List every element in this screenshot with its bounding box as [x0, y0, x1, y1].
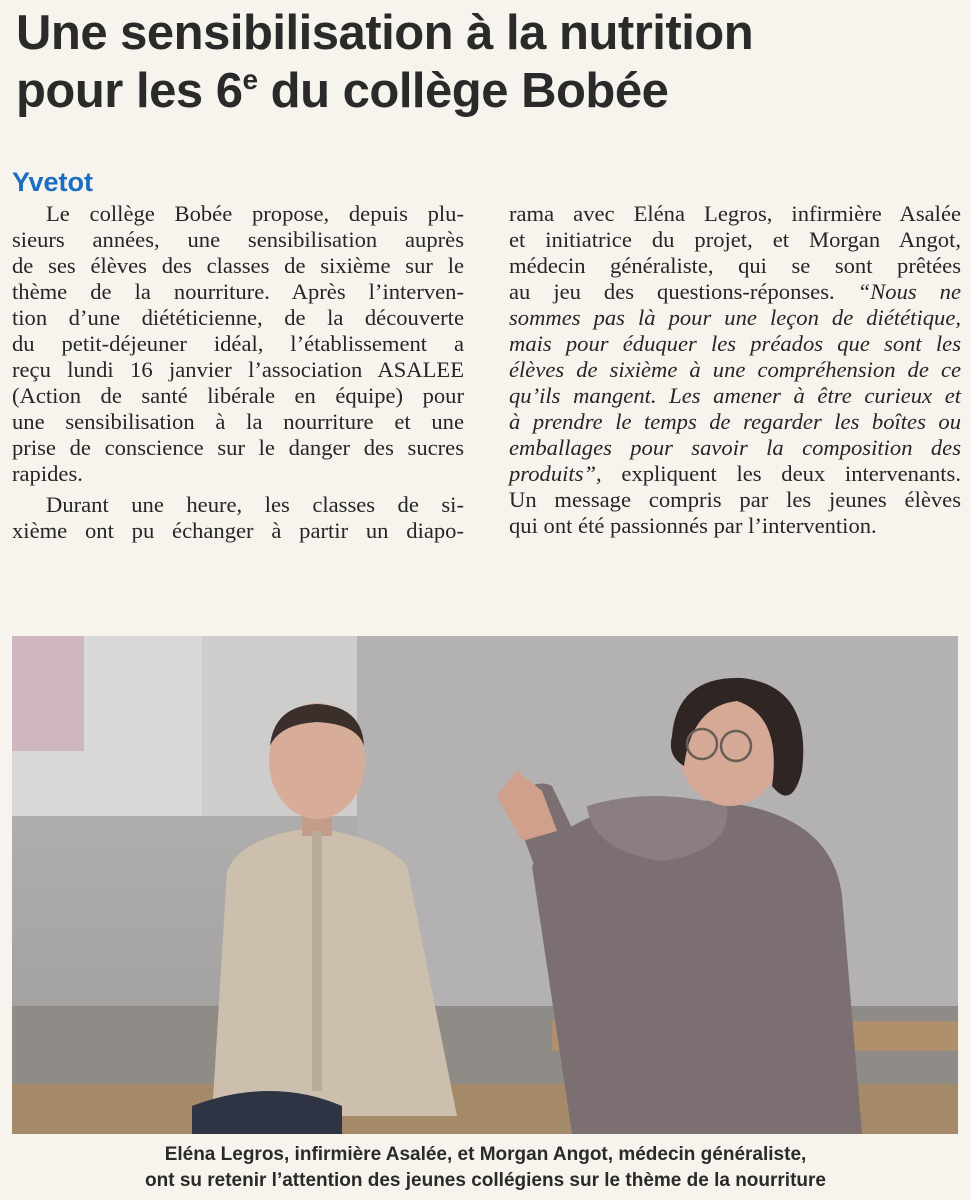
- location-label: Yvetot: [12, 167, 94, 197]
- body-line: (Action de santé libérale en équipe) pour: [12, 383, 464, 408]
- quote-text: élèves de sixième à une compréhension de ce: [509, 357, 961, 382]
- body-line: thème de la nourriture. Après l’interven-: [12, 279, 464, 304]
- article-headline: [16, 4, 956, 120]
- article-column-right: [509, 201, 961, 539]
- quote-start: “Nous ne: [857, 279, 961, 304]
- body-line: du petit-déjeuner idéal, l’établissement a: [12, 331, 464, 356]
- caption-line-2: ont su retenir l’attention des jeunes collégiens sur le thème de la nourriture: [145, 1170, 826, 1191]
- body-line: xième ont pu échanger à partir un diapo-: [12, 518, 464, 543]
- body-line: reçu lundi 16 janvier l’association ASALEE: [12, 357, 464, 382]
- headline-line-2: [16, 62, 956, 120]
- quote-line: [509, 331, 961, 357]
- headline-ordinal-superscript: e: [242, 64, 258, 95]
- body-line: qui ont été passionnés par l’intervention.: [509, 513, 877, 538]
- article-column-left: [12, 201, 464, 544]
- article-photo: [12, 636, 958, 1134]
- projected-slide-image: [12, 636, 84, 751]
- caption-line-1: Eléna Legros, infirmière Asalée, et Morgan Angot, médecin généraliste,: [164, 1144, 807, 1165]
- body-line: une sensibilisation à la nourriture et une: [12, 409, 464, 434]
- body-line: tion d’une diététicienne, de la découverte: [12, 305, 464, 330]
- headline-line-2-end: du collège Bobée: [257, 64, 669, 118]
- body-line: [509, 279, 961, 305]
- headline-line-1: Une sensibilisation à la nutrition: [16, 6, 754, 60]
- body-line: rapides.: [12, 461, 83, 486]
- body-line: médecin généraliste, qui se sont prêtées: [509, 253, 961, 278]
- body-line: Un message compris par les jeunes élèves: [509, 487, 961, 512]
- quote-line: [509, 435, 961, 461]
- quote-text: mais pour éduquer les préados que sont les: [509, 331, 961, 356]
- quote-end: produits”,: [509, 461, 602, 486]
- body-line: rama avec Eléna Legros, infirmière Asalée: [509, 201, 961, 226]
- body-line: Durant une heure, les classes de si-: [46, 492, 464, 517]
- quote-line: [509, 305, 961, 331]
- body-line: et initiatrice du projet, et Morgan Angot,: [509, 227, 961, 252]
- body-line: de ses élèves des classes de sixième sur le: [12, 253, 464, 278]
- body-line-plain: au jeu des questions-réponses.: [509, 279, 858, 304]
- quote-line: [509, 357, 961, 383]
- photo-illustration: [12, 636, 958, 1134]
- quote-text: emballages pour savoir la composition des: [509, 435, 961, 460]
- quote-text: qu’ils mangent. Les amener à être curieux et: [509, 383, 961, 408]
- quote-line: [509, 383, 961, 409]
- body-line: [509, 461, 961, 487]
- body-line-plain: expliquent les deux intervenants.: [601, 461, 961, 486]
- headline-line-2-start: pour les 6: [16, 64, 243, 118]
- body-line: sieurs années, une sensibilisation auprès: [12, 227, 464, 252]
- body-line: prise de conscience sur le danger des sucres: [12, 435, 464, 460]
- quote-text: à prendre le temps de regarder les boîtes ou: [509, 409, 961, 434]
- quote-text: sommes pas là pour une leçon de diététique,: [509, 305, 961, 330]
- quote-line: [509, 409, 961, 435]
- body-line: Le collège Bobée propose, depuis plu-: [46, 201, 464, 226]
- photo-caption: [0, 1142, 971, 1194]
